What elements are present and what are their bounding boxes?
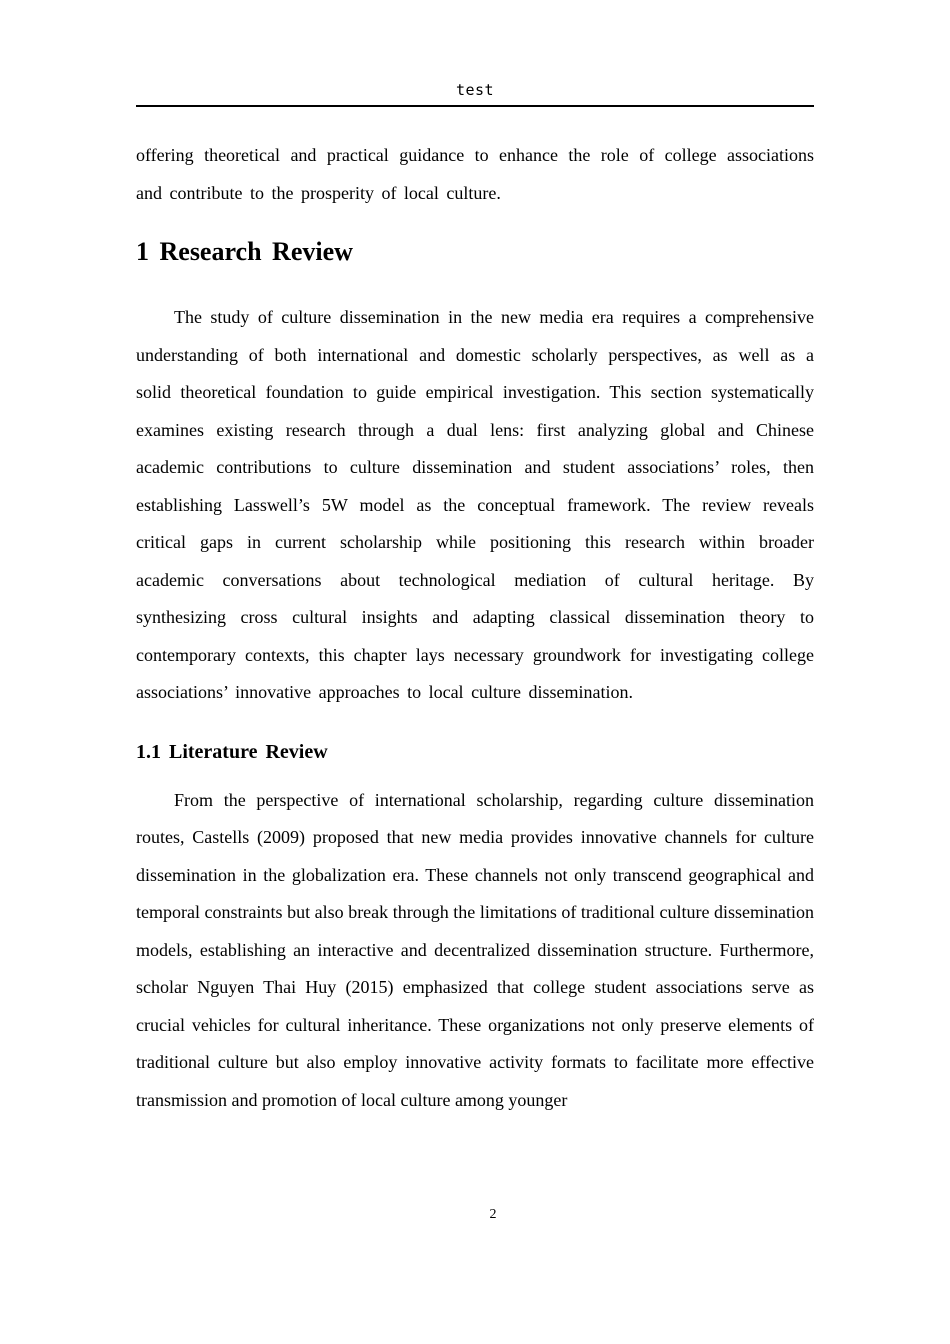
literature-review-paragraph: From the perspective of international scholarship, regarding culture dissemination routes, Castells (2009) proposed that new media provides innovative channels for culture dissemination in the globalization era. These channels not only transcend geographical and temporal constraints but also break through the limitations of traditional culture dissemination models, establishing an interactive and decentralized dissemination structure. Furthermore, scholar Nguyen Thai Huy (2015) emphasized that college student associations serve as crucial vehicles for cultural inheritance. These organizations not only preserve elements of traditional culture but also employ innovative activity formats to facilitate more effective transmission and promotion of local culture among younger bbox=[136, 789, 814, 1110]
page-number: 2 bbox=[489, 1207, 497, 1222]
header-rule bbox=[136, 105, 814, 107]
subsection-heading-literature-review: 1.1 Literature Review bbox=[136, 740, 328, 763]
running-header: test bbox=[455, 81, 495, 99]
research-review-paragraph: The study of culture dissemination in the new media era requires a comprehensive understanding of both international and domestic scholarly perspectives, as well as a solid theoretical foundation to guide empirical investigation. This section systematically examines existing research through a dual lens: first analyzing global and Chinese academic contributions to culture dissemination and student associations’ roles, then establishing Lasswell’s 5W model as the conceptual framework. The review reveals critical gaps in current scholarship while positioning this research within broader academic conversations about technological mediation of cultural heritage. By synthesizing cross cultural insights and adapting classical dissemination theory to contemporary contexts, this chapter lays necessary groundwork for investigating college associations’ innovative approaches to local culture dissemination. bbox=[136, 307, 814, 702]
intro-paragraph: offering theoretical and practical guidance to enhance the role of college associations and contribute to the prosperity of local culture. bbox=[136, 145, 814, 203]
section-heading-research-review: 1 Research Review bbox=[136, 237, 353, 266]
page-body bbox=[136, 137, 814, 1119]
